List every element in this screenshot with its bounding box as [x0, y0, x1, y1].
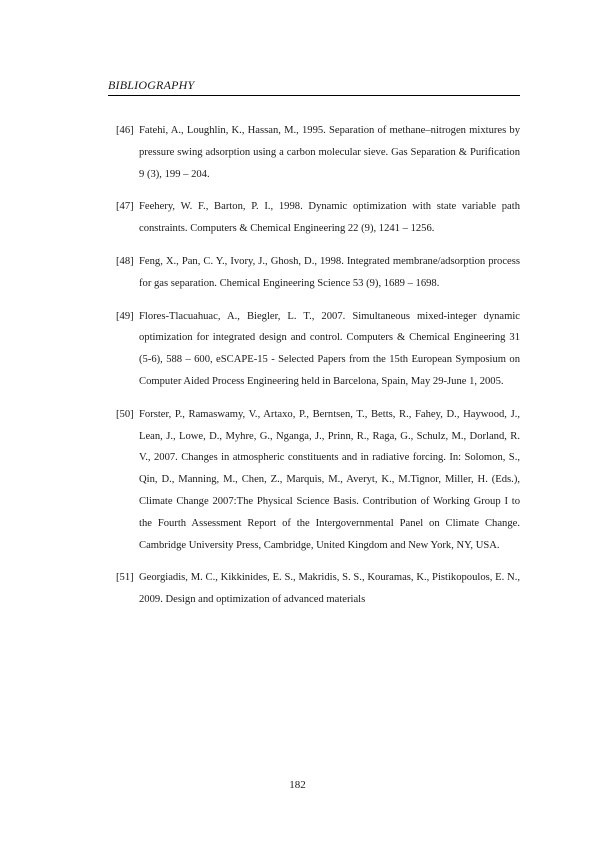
reference-entry — [116, 120, 520, 185]
page-number: 182 — [289, 779, 306, 791]
reference-number: [49] — [116, 310, 134, 322]
reference-entry — [116, 567, 520, 611]
reference-number: [46] — [116, 125, 134, 136]
reference-text: Forster, P., Ramaswamy, V., Artaxo, P., Berntsen, T., Betts, R., Fahey, D., Haywood, J., Lean, J., Lowe, D., Myhre, G., Nganga, J., Prinn, R., Raga, G., Schulz, M., Dorland, R. V., 2007. Changes in atmospheric constituents and in radiative forcing. In: Solomon, S., Qin, D., Manning, M., Chen, Z., Marquis, M., Averyt, K., M.Tignor, Miller, H. (Eds.), Climate Change 2007:The Physical Science Basis. Contribution of Working Group I to the Fourth Assessment Report of the Intergovernmental Panel on Climate Change. Cambridge University Press, Cambridge, United Kingdom and New York, NY, USA. — [139, 408, 520, 551]
reference-text: Feehery, W. F., Barton, P. I., 1998. Dynamic optimization with state variable path constraints. Computers & Chemical Engineering 22 (9), 1241 – 1256. — [139, 201, 520, 235]
reference-entry — [116, 404, 520, 557]
reference-text: Fatehi, A., Loughlin, K., Hassan, M., 1995. Separation of methane–nitrogen mixtures by pressure swing adsorption using a carbon molecular sieve. Gas Separation & Purification 9 (3), 199 – 204. — [139, 125, 520, 180]
running-header-title: BIBLIOGRAPHY — [108, 78, 195, 92]
reference-number: [50] — [116, 408, 134, 420]
reference-text: Flores-Tlacuahuac, A., Biegler, L. T., 2007. Simultaneous mixed-integer dynamic optimization for integrated design and control. Computers & Chemical Engineering 31 (5-6), 588 – 600, eSCAPE-15 - Selected Papers from the 15th European Symposium on Computer Aided Process Engineering held in Barcelona, Spain, May 29-June 1, 2005. — [139, 310, 520, 387]
reference-entry — [116, 306, 520, 393]
reference-text: Georgiadis, M. C., Kikkinides, E. S., Makridis, S. S., Kouramas, K., Pistikopoulos, E. N., 2009. Design and optimization of advanced materials — [139, 572, 520, 606]
reference-entry — [116, 251, 520, 295]
reference-number: [51] — [116, 572, 134, 584]
reference-text: Feng, X., Pan, C. Y., Ivory, J., Ghosh, D., 1998. Integrated membrane/adsorption process for gas separation. Chemical Engineering Science 53 (9), 1689 – 1698. — [139, 255, 520, 289]
running-header — [108, 79, 520, 96]
reference-number: [47] — [116, 201, 134, 213]
reference-number: [48] — [116, 255, 134, 267]
reference-entry — [116, 196, 520, 240]
reference-list — [116, 120, 520, 622]
